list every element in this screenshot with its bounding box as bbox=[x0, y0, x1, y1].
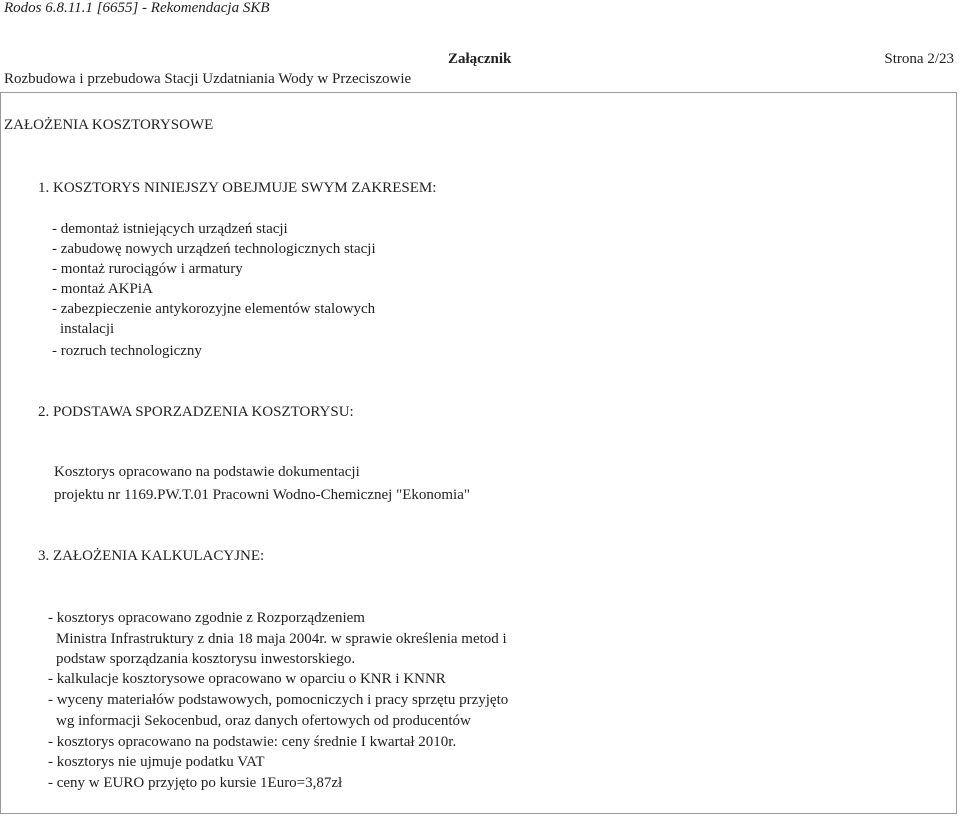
section-3-line: Ministra Infrastruktury z dnia 18 maja 2004r. w sprawie określenia metod i bbox=[56, 631, 507, 647]
section-label: Załącznik bbox=[448, 51, 512, 67]
section-3-line: wg informacji Sekocenbud, oraz danych ofertowych od producentów bbox=[56, 713, 471, 729]
section-3-title: 3. ZAŁOŻENIA KALKULACYJNE: bbox=[38, 548, 265, 564]
section-3-line: - kosztorys opracowano zgodnie z Rozporządzeniem bbox=[48, 610, 365, 626]
document-heading: ZAŁOŻENIA KOSZTORYSOWE bbox=[4, 117, 214, 133]
section-2-line: projektu nr 1169.PW.T.01 Pracowni Wodno-Chemicznej "Ekonomia" bbox=[54, 487, 470, 503]
section-2-line: Kosztorys opracowano na podstawie dokumentacji bbox=[54, 464, 360, 480]
section-1-item: - montaż AKPiA bbox=[52, 281, 153, 297]
section-1-item: - montaż rurociągów i armatury bbox=[52, 261, 243, 277]
section-1-item: - zabezpieczenie antykorozyjne elementów stalowych bbox=[52, 301, 376, 317]
section-3-line: - kosztorys opracowano na podstawie: ceny średnie I kwartał 2010r. bbox=[48, 734, 457, 750]
page-number: Strona 2/23 bbox=[884, 51, 954, 67]
section-3-line: - kosztorys nie ujmuje podatku VAT bbox=[48, 754, 265, 770]
project-title: Rozbudowa i przebudowa Stacji Uzdatniania Wody w Przeciszowie bbox=[4, 71, 412, 87]
section-1-item: - zabudowę nowych urządzeń technologicznych stacji bbox=[52, 241, 376, 257]
section-1-item: instalacji bbox=[60, 321, 115, 337]
app-title: Rodos 6.8.11.1 [6655] - Rekomendacja SKB bbox=[4, 0, 270, 16]
section-1-title: 1. KOSZTORYS NINIEJSZY OBEJMUJE SWYM ZAKRESEM: bbox=[38, 180, 437, 196]
section-3-line: podstaw sporządzania kosztorysu inwestorskiego. bbox=[56, 651, 356, 667]
section-3-line: - kalkulacje kosztorysowe opracowano w oparciu o KNR i KNNR bbox=[48, 671, 446, 687]
section-3-line: - ceny w EURO przyjęto po kursie 1Euro=3,87zł bbox=[48, 775, 343, 791]
section-1-item: - rozruch technologiczny bbox=[52, 343, 202, 359]
section-3-line: - wyceny materiałów podstawowych, pomocniczych i pracy sprzętu przyjęto bbox=[48, 692, 509, 708]
section-2-title: 2. PODSTAWA SPORZADZENIA KOSZTORYSU: bbox=[38, 404, 354, 420]
section-1-item: - demontaż istniejących urządzeń stacji bbox=[52, 221, 288, 237]
